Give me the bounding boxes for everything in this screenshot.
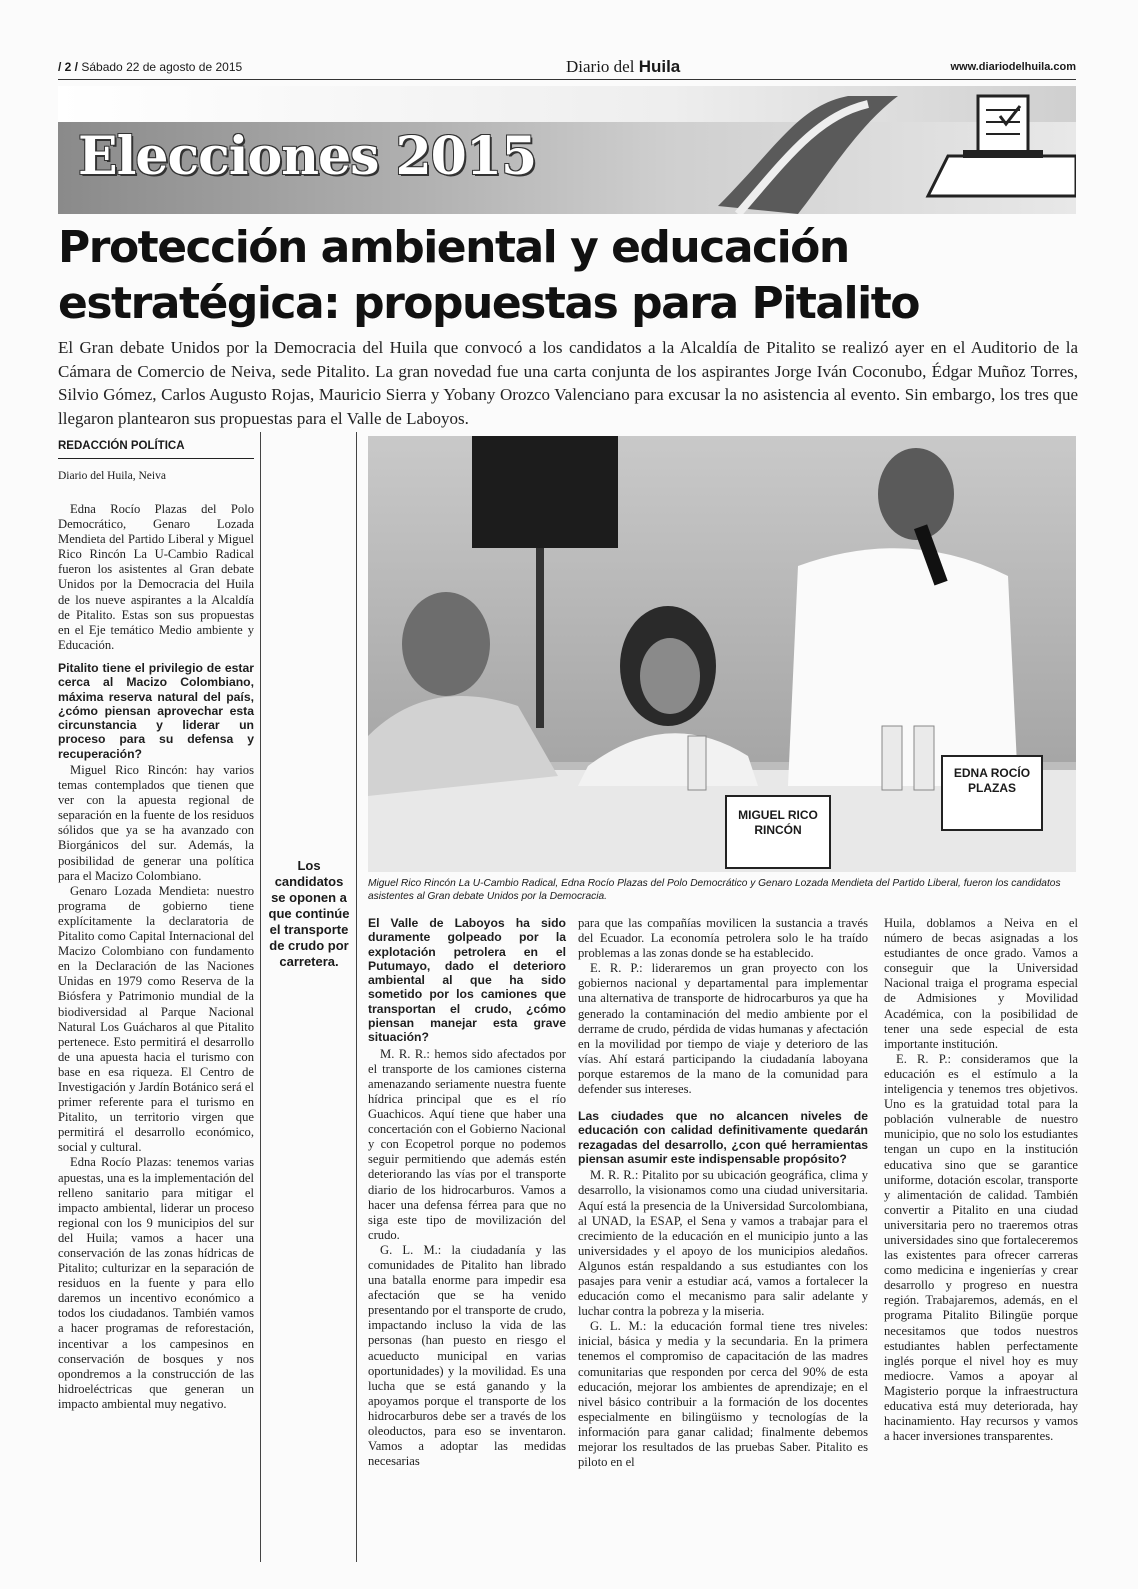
answer-paragraph: Genaro Lozada Mendieta: nuestro programa de gobierno tiene explícitamente la declaratoria de Pitalito como Capital Internacional del Macizo Colombiano con fundamento en la Declaración de las Naciones Unidas en 1979 como Reserva de la Biósfera y Patrimonio mundial de la biodiversidad al Parque Nacional Natural Los Guácharos al que Pitalito pertenece. Esto permitirá el desarrollo de una apuesta hacia el turismo con base en esa riqueza. El Centro de Investigación y Jardín Botánico será el primer referente para el turismo en Pitalito, un territorio virgen que permitirá el desarrollo económico, social y cultural.	[58, 883, 254, 1155]
ballot-box-icon	[678, 86, 1076, 214]
article-headline	[58, 220, 1078, 332]
byline: REDACCIÓN POLÍTICA	[58, 440, 254, 459]
headline-line-1: Protección ambiental y educación	[58, 222, 849, 273]
article-column-3	[578, 916, 868, 1470]
answer-paragraph: M. R. R.: Pitalito por su ubicación geográfica, clima y desarrollo, la visionamos como una ciudad universitaria. Aquí está la presencia de la Universidad Surcolombiana, al UNAD, la ESAP, el Sena y vamos a trabajar para el crecimiento de la educación en el municipio junto a las universidades y el apoyo de los municipios aledaños. Algunos están respaldando a sus estudiantes con los pasajes para venir a estudiar acá, vamos a fortalecer la educación como el mecanismo para salir adelante y luchar contra la pobreza y la miseria.	[578, 1168, 868, 1319]
intro-paragraph: Edna Rocío Plazas del Polo Democrático, Genaro Lozada Mendieta del Partido Liberal y Miguel Rico Rincón La U-Cambio Radical fueron los asistentes al Gran debate Unidos por la Democracia del Huila de los nueve aspirantes a la Alcaldía de Pitalito. Estas son sus propuestas en el Eje temático Medio ambiente y Educación.	[58, 502, 254, 652]
answer-paragraph: Miguel Rico Rincón: hay varios temas contemplados que tienen que ver con la apuesta regional de separación en la fuente de los residuos sólidos que ya se ha avanzado con Biorgánicos del sur. Además, la posibilidad de generar una política para el Macizo Colombiano.	[58, 763, 254, 883]
article-photo	[368, 436, 1076, 872]
nameplate-miguel: MIGUEL RICO RINCÓN	[738, 808, 818, 837]
column-divider	[356, 432, 357, 1562]
answer-paragraph: G. L. M.: la ciudadanía y las comunidades de Pitalito han librado una batalla enorme para impedir esa afectación que se ha venido presentando por el transporte de crudo, impactando incluso la vida de las personas (han puesto en riesgo el acueducto municipal en varias oportunidades) y la movilidad. Es una lucha que se está ganando y la apoyamos porque el transporte de los hidrocarburos debe ser a través de los oleoductos, para eso se inventaron. Vamos a adoptar las medidas necesarias	[368, 1242, 566, 1469]
section-title: Elecciones 2015	[78, 126, 537, 187]
nameplate-edna: EDNA ROCÍO PLAZAS	[953, 766, 1031, 795]
section-banner	[58, 86, 1076, 214]
issue-date: Sábado 22 de agosto de 2015	[81, 60, 243, 74]
headline-line-2: estratégica: propuestas para Pitalito	[58, 278, 919, 329]
page-number: / 2 /	[58, 60, 79, 74]
question-1: Pitalito tiene el privilegio de estar cerca al Macizo Colombiano, máxima reserva natural del país, ¿cómo piensan aprovechar esta circunstancia y liderar un proceso para su defensa y recuperación?	[58, 660, 254, 761]
page-info	[58, 60, 242, 74]
pull-quote: Los candidatos se oponen a que continúe el transporte de crudo por carretera.	[268, 858, 350, 969]
paper-name-suffix: Huila	[638, 57, 681, 76]
page-header	[58, 58, 1076, 80]
article-column-2	[368, 916, 566, 1469]
article-lede: El Gran debate Unidos por la Democracia del Huila que convocó a los candidatos a la Alcaldía de Pitalito se realizó ayer en el Auditorio de la Cámara de Comercio de Neiva, sede Pitalito. La gran novedad fue una carta conjunta de los aspirantes Jorge Iván Coconubo, Édgar Muñoz Torres, Silvio Gómez, Carlos Augusto Rojas, Mauricio Sierra y Yobany Orozco Valenciano para excusar la no asistencia al evento. Sin embargo, los tres que llegaron plantearon sus propuestas para el Valle de Laboyos.	[58, 338, 1078, 428]
paper-name	[566, 57, 680, 77]
dateline: Diario del Huila, Neiva	[58, 470, 166, 482]
website-url: www.diariodelhuila.com	[950, 61, 1076, 73]
article-column-1	[58, 502, 254, 1412]
column-divider	[260, 432, 261, 1562]
photo-caption: Miguel Rico Rincón La U-Cambio Radical, Edna Rocío Plazas del Polo Democrático y Genaro Lozada Mendieta del Partido Liberal, fueron los candidatos asistentes al Gran debate Unidos por la Democracia.	[368, 878, 1061, 902]
answer-paragraph: E. R. P.: lideraremos un gran proyecto con los gobiernos nacional y departamental para implementar una alternativa de transporte de hidrocarburos ya que ha generado la contaminación del medio ambiente por el derrame de crudo, pérdida de vidas humanas y afectación en la movilidad por tiempo de viaje y deterioro de las vías. Ahí estará participando la ciudadanía laboyana porque estaremos de la mano de la comunidad para defender sus intereses.	[578, 961, 868, 1097]
answer-paragraph: Edna Rocío Plazas: tenemos varias apuestas, una es la implementación del relleno sanitario para mitigar el impacto ambiental, liderar un proceso regional con los 9 municipios del sur del Huila; vamos a hacer una conservación de las zonas hídricas de Pitalito; culturizar en la separación de residuos en la fuente y para ello daremos un incentivo económico a todos los ciudadanos. También vamos a hacer programas de reforestación, incentivar a los campesinos en conservación de bosques y nos opondremos a la construcción de las hidroeléctricas que generan un impacto ambiental muy negativo.	[58, 1155, 254, 1411]
paper-name-prefix: Diario del	[566, 57, 635, 76]
answer-paragraph: G. L. M.: la educación formal tiene tres niveles: inicial, básica y media y la secundaria. En la primera tenemos el compromiso de capacitación de las madres comunitarias que responden por cerca del 90% de esta educación, mejorar los ambientes de aprendizaje; en el nivel básico contribuir a la formación de los docentes especialmente en bilingüismo y tecnologías de la información para ganar calidad; finalmente debemos mejorar los resultados de las pruebas Saber. Pitalito es piloto en el	[578, 1319, 868, 1470]
question-3: Las ciudades que no alcancen niveles de educación con calidad definitivamente quedarán rezagadas del desarrollo, ¿con qué herramientas piensan asumir este indispensable propósito?	[578, 1109, 868, 1167]
photo-illustration	[368, 436, 1076, 872]
answer-paragraph: E. R. P.: consideramos que la educación es el estímulo a la inteligencia y tenemos tres objetivos. Uno es la gratuidad total para la población vulnerable de nuestro municipio, que no solo los estudiantes tengan un cupo en la institución educativa sino que se garantice uniforme, dotación escolar, transporte y alimentación de calidad. También convertir a Pitalito en una ciudad universitaria pero no traeremos otras universidades sino que fortaleceremos las existentes para ofrecer carreras como medicina e ingenierías y crear desarrollo y progreso en nuestra región. Trabajaremos, además, en el programa Pitalito Bilingüe porque necesitamos que todos nuestros estudiantes hablen perfectamente inglés porque el nivel hoy es muy mediocre. Vamos a apoyar al Magisterio porque la infraestructura educativa está muy deteriorada, hay hacinamiento. Hay recursos y vamos a hacer inversiones transparentes.	[884, 1051, 1078, 1444]
article-column-4	[884, 916, 1078, 1444]
answer-paragraph: Huila, doblamos a Neiva en el número de becas asignadas a los estudiantes de once grado. Vamos a conseguir que la Universidad Nacional traiga el programa especial de Admisiones y Movilidad Académica, con la posibilidad de tener una sede especial de esta importante institución.	[884, 916, 1078, 1051]
question-2: El Valle de Laboyos ha sido duramente golpeado por la explotación petrolera en el Putumayo, dado el deterioro ambiental al que ha sido sometido por los camiones que transportan el crudo, ¿cómo piensan manejar esta grave situación?	[368, 916, 566, 1045]
answer-paragraph: para que las compañías movilicen la sustancia a través del Ecuador. La economía petrolera solo le ha traído problemas a las zonas donde se ha establecido.	[578, 916, 868, 961]
answer-paragraph: M. R. R.: hemos sido afectados por el transporte de los camiones cisterna amenazando seriamente nuestra fuente hídrica principal que es el río Guachicos. Aquí tiene que haber una concertación con el Gobierno Nacional y con Ecopetrol porque no podemos seguir permitiendo que además estén deteriorando las vías por el transporte diario de los hidrocarburos. Vamos a hacer una defensa férrea para que no siga este tipo de movilización del crudo.	[368, 1046, 566, 1242]
